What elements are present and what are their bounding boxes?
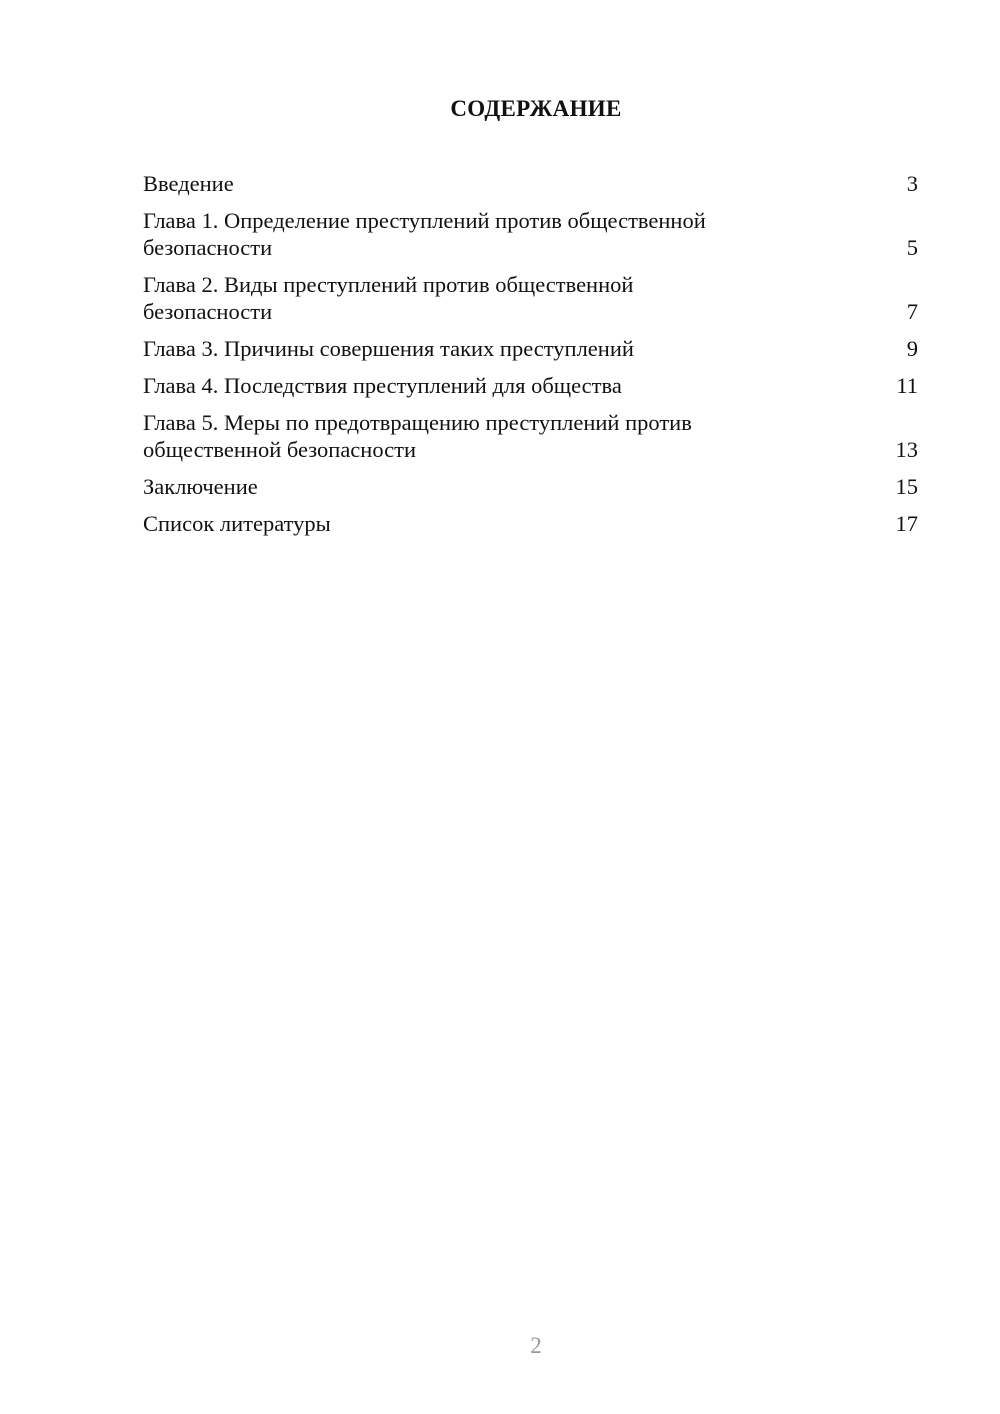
- toc-entry-chapter-2: [143, 271, 918, 325]
- toc-entry-page: 11: [896, 373, 918, 398]
- page-number: 2: [530, 1333, 542, 1358]
- toc-entry-conclusion: [143, 473, 918, 500]
- toc-entry-page: 13: [895, 437, 918, 462]
- toc-entry-chapter-3: [143, 335, 918, 362]
- toc-entry-text: Глава 4. Последствия преступлений для общества: [143, 373, 622, 398]
- toc-entry-page: 17: [895, 511, 918, 536]
- toc-entry-page: 7: [906, 299, 918, 324]
- toc-entry-text: Заключение: [143, 474, 258, 499]
- toc-entry-page: 5: [906, 235, 918, 260]
- toc-entry-chapter-1: [143, 207, 918, 261]
- page-title: СОДЕРЖАНИЕ: [450, 96, 622, 121]
- toc-entry-bibliography: [143, 510, 918, 537]
- toc-entry-text: Список литературы: [143, 511, 331, 536]
- table-of-contents: [143, 170, 918, 547]
- toc-entry-chapter-5: [143, 409, 918, 463]
- toc-entry-chapter-4: [143, 372, 918, 399]
- toc-entry-page: 15: [895, 474, 918, 499]
- toc-entry-introduction: [143, 170, 918, 197]
- toc-entry-text: Глава 1. Определение преступлений против общественной безопасности: [143, 208, 706, 260]
- toc-entry-text: Глава 3. Причины совершения таких преступлений: [143, 336, 634, 361]
- toc-entry-text: Глава 2. Виды преступлений против общественной безопасности: [143, 272, 634, 324]
- toc-entry-page: 9: [906, 336, 918, 361]
- toc-entry-page: 3: [906, 171, 918, 196]
- toc-entry-text: Введение: [143, 171, 234, 196]
- toc-entry-text: Глава 5. Меры по предотвращению преступлений против общественной безопасности: [143, 410, 692, 462]
